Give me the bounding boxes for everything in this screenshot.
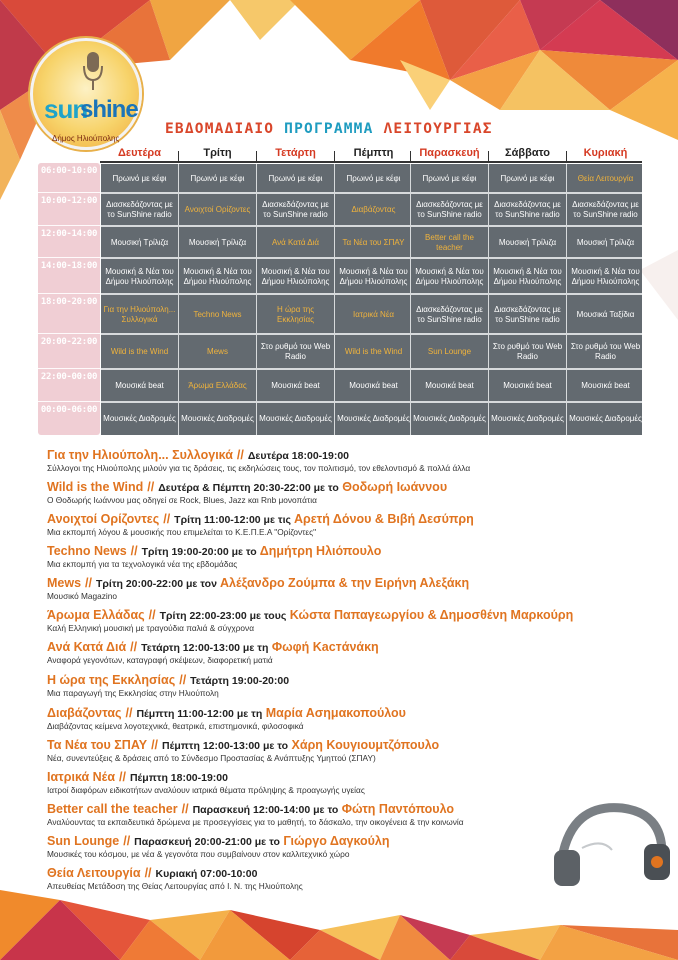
title-part-2: ΠΡΟΓΡΑΜΜΑ <box>284 121 374 137</box>
show-entry <box>47 738 647 763</box>
time-slot-label: 00:00-06:00 <box>40 405 98 415</box>
show-entry <box>47 834 647 859</box>
schedule-cell[interactable]: Better call the teacher <box>425 232 474 252</box>
time-slot-label: 06:00-10:00 <box>40 166 98 176</box>
schedule-cell[interactable]: Διασκεδάζοντας με το SunShine radio <box>494 304 561 324</box>
show-description: Ο Θοδωρής Ιωάννου μας οδηγεί σε Rock, Blues, Jazz και Rnb μονοπάτια <box>47 495 317 505</box>
show-heading <box>47 544 647 558</box>
schedule-cell[interactable]: Techno News <box>193 309 242 319</box>
time-slot-label: 14:00-18:00 <box>40 261 98 271</box>
show-schedule: Πέμπτη 18:00-19:00 <box>129 772 228 784</box>
time-separator <box>38 257 100 258</box>
schedule-cell[interactable]: Μουσικά Ταξίδια <box>576 309 635 319</box>
schedule-cell[interactable]: Μουσική Τρίλιζα <box>576 237 635 247</box>
show-schedule: Τετάρτη 12:00-13:00 με τη <box>141 642 269 654</box>
logo-municipality-text: Δήμος Ηλιούπολης <box>52 134 120 143</box>
show-heading <box>47 770 647 784</box>
show-host: Φώτη Παντόπουλο <box>338 802 455 816</box>
logo-sun-text: sun <box>44 94 88 124</box>
show-description: Ιατροί διαφόρων ειδικοτήτων αναλύουν ιατρικά θέματα πρόληψης & προαγωγής υγείας <box>47 785 365 795</box>
show-host: Φωφή Κастάνάκη <box>268 640 379 654</box>
show-heading <box>47 608 647 622</box>
schedule-cell[interactable]: Πρωινό με κέφι <box>422 173 477 183</box>
schedule-cell[interactable]: Πρωινό με κέφι <box>112 173 167 183</box>
time-separator <box>38 293 100 294</box>
schedule-cell[interactable]: Μουσικά beat <box>115 381 164 390</box>
show-host: Γιώργο Δαγκούλη <box>279 834 390 848</box>
show-schedule: Τετάρτη 19:00-20:00 <box>190 675 290 687</box>
show-heading <box>47 834 647 848</box>
show-entry <box>47 866 647 891</box>
schedule-cell[interactable]: Η ώρα της Εκκλησίας <box>276 304 315 324</box>
show-description: Απευθείας Μετάδοση της Θείας Λειτουργίας από Ι. Ν. της Ηλιούπολης <box>47 881 303 891</box>
day-header: Δευτέρα <box>118 147 161 159</box>
show-entry <box>47 802 647 827</box>
day-header: Σάββατο <box>505 147 550 159</box>
logo-shine-text: shine <box>80 96 138 123</box>
show-host: Κώστα Παπαγεωργίου & Δημοσθένη Μαρκούρη <box>286 608 574 622</box>
header-underline <box>100 161 642 163</box>
title-part-1: ΕΒΔΟΜΑΔΙΑΙΟ <box>165 121 275 137</box>
show-entry <box>47 706 647 731</box>
schedule-cell[interactable]: Mews <box>207 347 228 356</box>
separator-icon: // <box>181 802 189 816</box>
schedule-cell[interactable]: Μουσική & Νέα του Δήμου Ηλιούπολης <box>105 266 174 286</box>
show-heading <box>47 512 647 526</box>
schedule-cell[interactable]: Μουσική & Νέα του Δήμου Ηλιούπολης <box>261 266 330 286</box>
separator-icon: // <box>151 738 159 752</box>
show-host: Θοδωρή Ιωάννου <box>338 480 448 494</box>
time-slot-label: 12:00-14:00 <box>40 229 98 239</box>
schedule-cell[interactable]: Διασκεδάζοντας με το SunShine radio <box>494 200 561 219</box>
time-separator <box>38 225 100 226</box>
separator-icon: // <box>130 640 138 654</box>
schedule-cell[interactable]: Μουσικές Διαδρομές <box>259 414 332 423</box>
show-schedule: Τρίτη 22:00-23:00 με τους <box>159 610 287 622</box>
time-slot-label: 20:00-22:00 <box>40 337 98 347</box>
microphone-icon <box>80 52 106 92</box>
time-separator <box>38 368 100 369</box>
schedule-cell[interactable]: Μουσική Τρίλιζα <box>188 237 247 247</box>
show-entry <box>47 608 647 633</box>
separator-icon: // <box>119 770 126 784</box>
schedule-cell[interactable]: Στο ρυθμό του Web Radio <box>492 342 563 361</box>
show-heading <box>47 576 647 590</box>
schedule-cell[interactable]: Στο ρυθμό του Web Radio <box>260 342 331 361</box>
show-entry <box>47 480 647 505</box>
show-schedule: Δευτέρα & Πέμπτη 20:30-22:00 με το <box>158 482 339 494</box>
separator-icon: // <box>179 673 187 687</box>
show-host: Αλέξανδρο Ζούμπα & την Ειρήνη Αλεξάκη <box>216 576 470 590</box>
schedule-cell[interactable]: Ανά Κατά Διά <box>271 237 320 247</box>
time-slot-label: 22:00-00:00 <box>40 372 98 382</box>
schedule-cell[interactable]: Μουσικά beat <box>349 381 398 390</box>
schedule-cell[interactable]: Για την Ηλιούπολη... Συλλογικά <box>103 304 176 324</box>
schedule-cell[interactable]: Μουσικά beat <box>503 381 552 390</box>
schedule-cell[interactable]: Μουσικά beat <box>271 381 320 390</box>
time-slot-label: 18:00-20:00 <box>40 297 98 307</box>
show-title[interactable]: Ανοιχτοί Ορίζοντες <box>47 512 160 526</box>
show-heading <box>47 448 647 462</box>
separator-icon: // <box>125 706 133 720</box>
schedule-cell[interactable]: Θεία Λειτουργία <box>577 173 634 183</box>
schedule-cell[interactable]: Πρωινό με κέφι <box>346 173 401 183</box>
schedule-cell[interactable]: Ιατρικά Νέα <box>352 309 395 319</box>
schedule-cell[interactable]: Πρωινό με κέφι <box>268 173 323 183</box>
show-description: Αναλύουντας τα εκπαιδευτικά δρώμενα με προσεγγίσεις για το μαθητή, το δάσκαλο, την οικογένεια & την κοινωνία <box>47 817 464 827</box>
show-entry <box>47 640 647 665</box>
show-title[interactable]: Τα Νέα του ΣΠΑΥ <box>47 738 148 752</box>
show-title[interactable]: Mews <box>47 576 82 590</box>
schedule-cell[interactable]: Διαβάζοντας <box>351 205 396 214</box>
schedule-cell[interactable]: Μουσική Τρίλιζα <box>110 237 169 247</box>
schedule-cell[interactable]: Μουσικές Διαδρομές <box>103 414 176 423</box>
schedule-cell[interactable]: Μουσικές Διαδρομές <box>569 414 642 423</box>
schedule-cell[interactable]: Μουσικά beat <box>581 381 630 390</box>
schedule-cell[interactable]: Wild is the Wind <box>344 347 403 356</box>
title-part-3: ΛΕΙΤΟΥΡΓΙΑΣ <box>383 121 493 137</box>
separator-icon: // <box>123 834 131 848</box>
page-title <box>165 121 493 137</box>
time-separator <box>38 333 100 334</box>
show-heading <box>47 480 647 494</box>
show-schedule: Παρασκευή 20:00-21:00 με το <box>134 836 280 848</box>
show-schedule: Δευτέρα 18:00-19:00 <box>247 450 350 462</box>
sunshine-logo[interactable] <box>30 38 142 150</box>
schedule-cell[interactable]: Wild is the Wind <box>110 347 169 356</box>
show-schedule: Παρασκευή 12:00-14:00 με το <box>192 804 339 816</box>
separator-icon: // <box>236 448 244 462</box>
show-entry <box>47 512 647 537</box>
schedule-cell[interactable]: Μουσικές Διαδρομές <box>337 414 410 423</box>
show-title[interactable]: Better call the teacher <box>47 802 178 816</box>
show-description: Σύλλογοι της Ηλιούπολης μιλούν για τις δράσεις, τις εκδηλώσεις τους, τον πολιτισμό, τον εθελοντισμό & πολλά άλλα <box>47 463 471 473</box>
day-header: Κυριακή <box>583 147 628 159</box>
show-title[interactable]: Sun Lounge <box>47 834 120 848</box>
show-title[interactable]: Ανά Κατά Διά <box>47 640 127 654</box>
schedule-cell[interactable]: Μουσική & Νέα του Δήμου Ηλιούπολης <box>415 266 484 286</box>
show-title[interactable]: Για την Ηλιούπολη... Συλλογικά <box>47 448 233 462</box>
show-host: Δημήτρη Ηλιόπουλο <box>256 544 382 558</box>
show-host: Μαρία Ασημακοπούλου <box>262 706 406 720</box>
show-schedule: Τρίτη 19:00-20:00 με το <box>141 546 257 558</box>
show-description: Μια εκπομπή λόγου & μουσικής που επιμελείται το Κ.Ε.Π.Ε.Α "Ορίζοντες" <box>47 527 317 537</box>
time-separator <box>38 401 100 402</box>
separator-icon: // <box>144 866 152 880</box>
show-schedule: Τρίτη 20:00-22:00 με τον <box>96 578 217 590</box>
schedule-cell[interactable]: Μουσική & Νέα του Δήμου Ηλιούπολης <box>183 266 252 286</box>
schedule-cell[interactable]: Πρωινό με κέφι <box>190 173 245 183</box>
show-entry <box>47 576 647 601</box>
schedule-cell[interactable]: Μουσική Τρίλιζα <box>498 237 557 247</box>
schedule-cell[interactable]: Διασκεδάζοντας με το SunShine radio <box>572 200 639 219</box>
show-title[interactable]: Διαβάζοντας <box>47 706 122 720</box>
show-schedule: Πέμπτη 11:00-12:00 με τη <box>136 708 263 720</box>
show-schedule: Τρίτη 11:00-12:00 με τις <box>174 514 291 526</box>
schedule-cell[interactable]: Άρωμα Ελλάδας <box>188 381 247 390</box>
schedule-cell[interactable]: Μουσικές Διαδρομές <box>491 414 564 423</box>
time-separator <box>38 192 100 193</box>
show-entry <box>47 448 647 473</box>
separator-icon: // <box>163 512 171 526</box>
show-description: Μια εκπομπή για τα τεχνολογικά νέα της εβδομάδας <box>47 559 238 569</box>
day-header: Τρίτη <box>203 147 232 159</box>
schedule-cell[interactable]: Μουσικές Διαδρομές <box>413 414 486 423</box>
schedule-cell[interactable]: Τα Νέα του ΣΠΑΥ <box>342 237 405 247</box>
schedule-cell[interactable]: Διασκεδάζοντας με το SunShine radio <box>262 200 329 219</box>
schedule-cell[interactable]: Sun Lounge <box>427 347 472 356</box>
show-heading <box>47 802 647 816</box>
show-host: Χάρη Κουγιουμτζόπουλο <box>288 738 440 752</box>
show-heading <box>47 706 647 720</box>
show-title[interactable]: Η ώρα της Εκκλησίας <box>47 673 176 687</box>
schedule-cell[interactable]: Διασκεδάζοντας με το SunShine radio <box>416 200 483 219</box>
show-host: Αρετή Δόνου & Βιβή Δεσύπρη <box>290 512 474 526</box>
show-title[interactable]: Άρωμα Ελλάδας <box>47 608 145 622</box>
show-title[interactable]: Techno News <box>47 544 127 558</box>
schedule-cell[interactable]: Μουσική & Νέα του Δήμου Ηλιούπολης <box>571 266 640 286</box>
schedule-cell[interactable]: Στο ρυθμό του Web Radio <box>570 342 641 361</box>
day-header: Τετάρτη <box>275 147 316 159</box>
schedule-cell[interactable]: Μουσικά beat <box>425 381 474 390</box>
day-header: Πέμπτη <box>353 147 394 159</box>
show-entry <box>47 673 647 698</box>
show-entry <box>47 770 647 795</box>
show-description: Αναφορά γεγονότων, καταγραφή σκέψεων, διαφορετική ματιά <box>47 655 273 665</box>
show-heading <box>47 673 647 687</box>
schedule-cell[interactable]: Πρωινό με κέφι <box>500 173 555 183</box>
show-heading <box>47 640 647 654</box>
show-heading <box>47 866 647 880</box>
separator-icon: // <box>148 608 156 622</box>
show-schedule: Κυριακή 07:00-10:00 <box>155 868 258 880</box>
show-title[interactable]: Ιατρικά Νέα <box>47 770 116 784</box>
show-schedule: Πέμπτη 12:00-13:00 με το <box>162 740 289 752</box>
show-heading <box>47 738 647 752</box>
show-title[interactable]: Θεία Λειτουργία <box>47 866 141 880</box>
show-entry <box>47 544 647 569</box>
separator-icon: // <box>130 544 138 558</box>
show-description: Μουσικές του κόσμου, με νέα & γεγονότα που συμβαίνουν στον καλλιτεχνικό χώρο <box>47 849 350 859</box>
time-slot-label: 10:00-12:00 <box>40 196 98 206</box>
schedule-cell[interactable]: Μουσική & Νέα του Δήμου Ηλιούπολης <box>493 266 562 286</box>
day-header: Παρασκευή <box>419 147 480 159</box>
separator-icon: // <box>85 576 92 590</box>
schedule-cell[interactable]: Μουσική & Νέα του Δήμου Ηλιούπολης <box>339 266 408 286</box>
show-description: Νέα, συνεντεύξεις & δράσεις από το Σύνδεσμο Προστασίας & Ανάπτυξης Υμηττού (ΣΠΑΥ) <box>47 753 376 763</box>
schedule-cell[interactable]: Μουσικές Διαδρομές <box>181 414 254 423</box>
schedule-cell[interactable]: Διασκεδάζοντας με το SunShine radio <box>106 200 173 219</box>
schedule-cell[interactable]: Ανοιχτοί Ορίζοντες <box>184 205 251 214</box>
show-description: Μουσικό Magazino <box>47 591 117 601</box>
show-description: Καλή Ελληνική μουσική με τραγούδια παλιά & σύγχρονα <box>47 623 254 633</box>
show-description: Διαβάζοντας κείμενα λογοτεχνικά, θεατρικά, επιστημονικά, φιλοσοφικά <box>47 721 304 731</box>
schedule-cell[interactable]: Διασκεδάζοντας με το SunShine radio <box>416 304 483 324</box>
show-title[interactable]: Wild is the Wind <box>47 480 144 494</box>
show-description: Μια παραγωγή της Εκκλησίας στην Ηλιούπολη <box>47 688 219 698</box>
separator-icon: // <box>147 480 155 494</box>
